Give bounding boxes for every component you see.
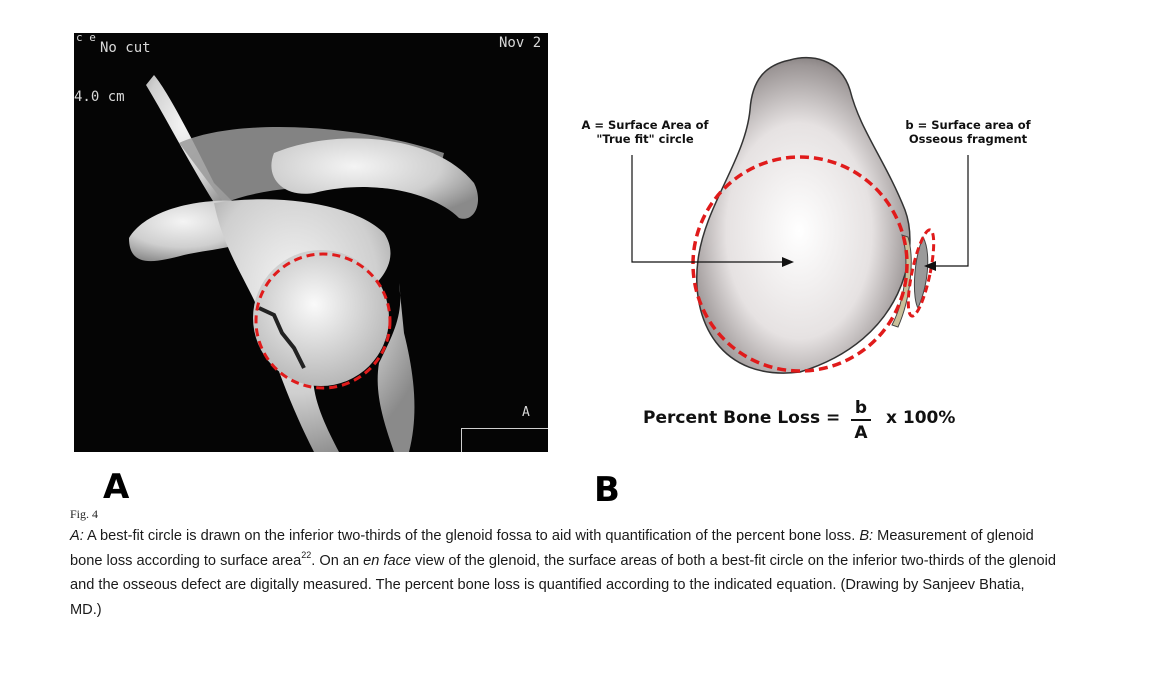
formula-denominator: A: [854, 423, 868, 443]
panel-label-b: B: [594, 470, 620, 510]
caption-part-a-label: A:: [70, 528, 84, 544]
annotation-true-fit-circle: [575, 118, 715, 146]
figure-label: Fig. 4: [70, 507, 99, 521]
ct-orientation-label: A: [522, 405, 530, 420]
caption-text-3: . On an: [311, 552, 364, 569]
caption-text-2: Measurement of glenoid bone loss according to surface area: [70, 528, 1034, 569]
caption-reference: 22: [301, 549, 312, 560]
scapula-3d-render: [74, 33, 548, 452]
ct-scale-box: [461, 428, 548, 452]
formula-numerator: b: [854, 398, 868, 418]
annotation-b-line1: b = Surface area of: [905, 118, 1031, 132]
panel-label-a: A: [103, 467, 130, 507]
formula-fraction: [851, 398, 871, 443]
annotation-osseous-fragment: [888, 118, 1048, 146]
osseous-fragment: [914, 237, 927, 308]
ct-scale-label: 4.0 cm: [74, 89, 125, 105]
glenoid-outline: [697, 58, 910, 373]
ct-scan-image: [74, 33, 548, 452]
glenoid-schematic: [560, 40, 1040, 390]
caption-text-4: view of the glenoid, the surface areas of both a best-fit circle on the inferior two-thirds of the glenoid and the osseous defect are digitally measured. The percent bone loss is quantified according to the indicated equation. (Drawing by Sanjeev Bhatia, MD.): [70, 552, 1056, 618]
caption-part-b-label: B:: [859, 528, 874, 544]
annotation-a-line2: "True fit" circle: [596, 132, 694, 146]
ct-corner-marker: c e: [76, 33, 96, 44]
annotation-a-line1: A = Surface Area of: [581, 118, 709, 132]
ct-date-label: Nov 2: [499, 35, 542, 51]
formula-lhs: Percent Bone Loss =: [643, 408, 841, 428]
caption-italic-term: en face: [363, 552, 412, 569]
formula-rhs: x 100%: [886, 408, 956, 428]
caption-text-1: A best-fit circle is drawn on the inferior two-thirds of the glenoid fossa to aid with quantification of the percent bone loss.: [83, 528, 860, 544]
figure-caption: [70, 524, 1060, 622]
fraction-bar: [851, 419, 871, 421]
ct-cut-label: No cut: [100, 40, 151, 56]
leader-line-b: [932, 155, 968, 266]
annotation-b-line2: Osseous fragment: [908, 132, 1028, 146]
